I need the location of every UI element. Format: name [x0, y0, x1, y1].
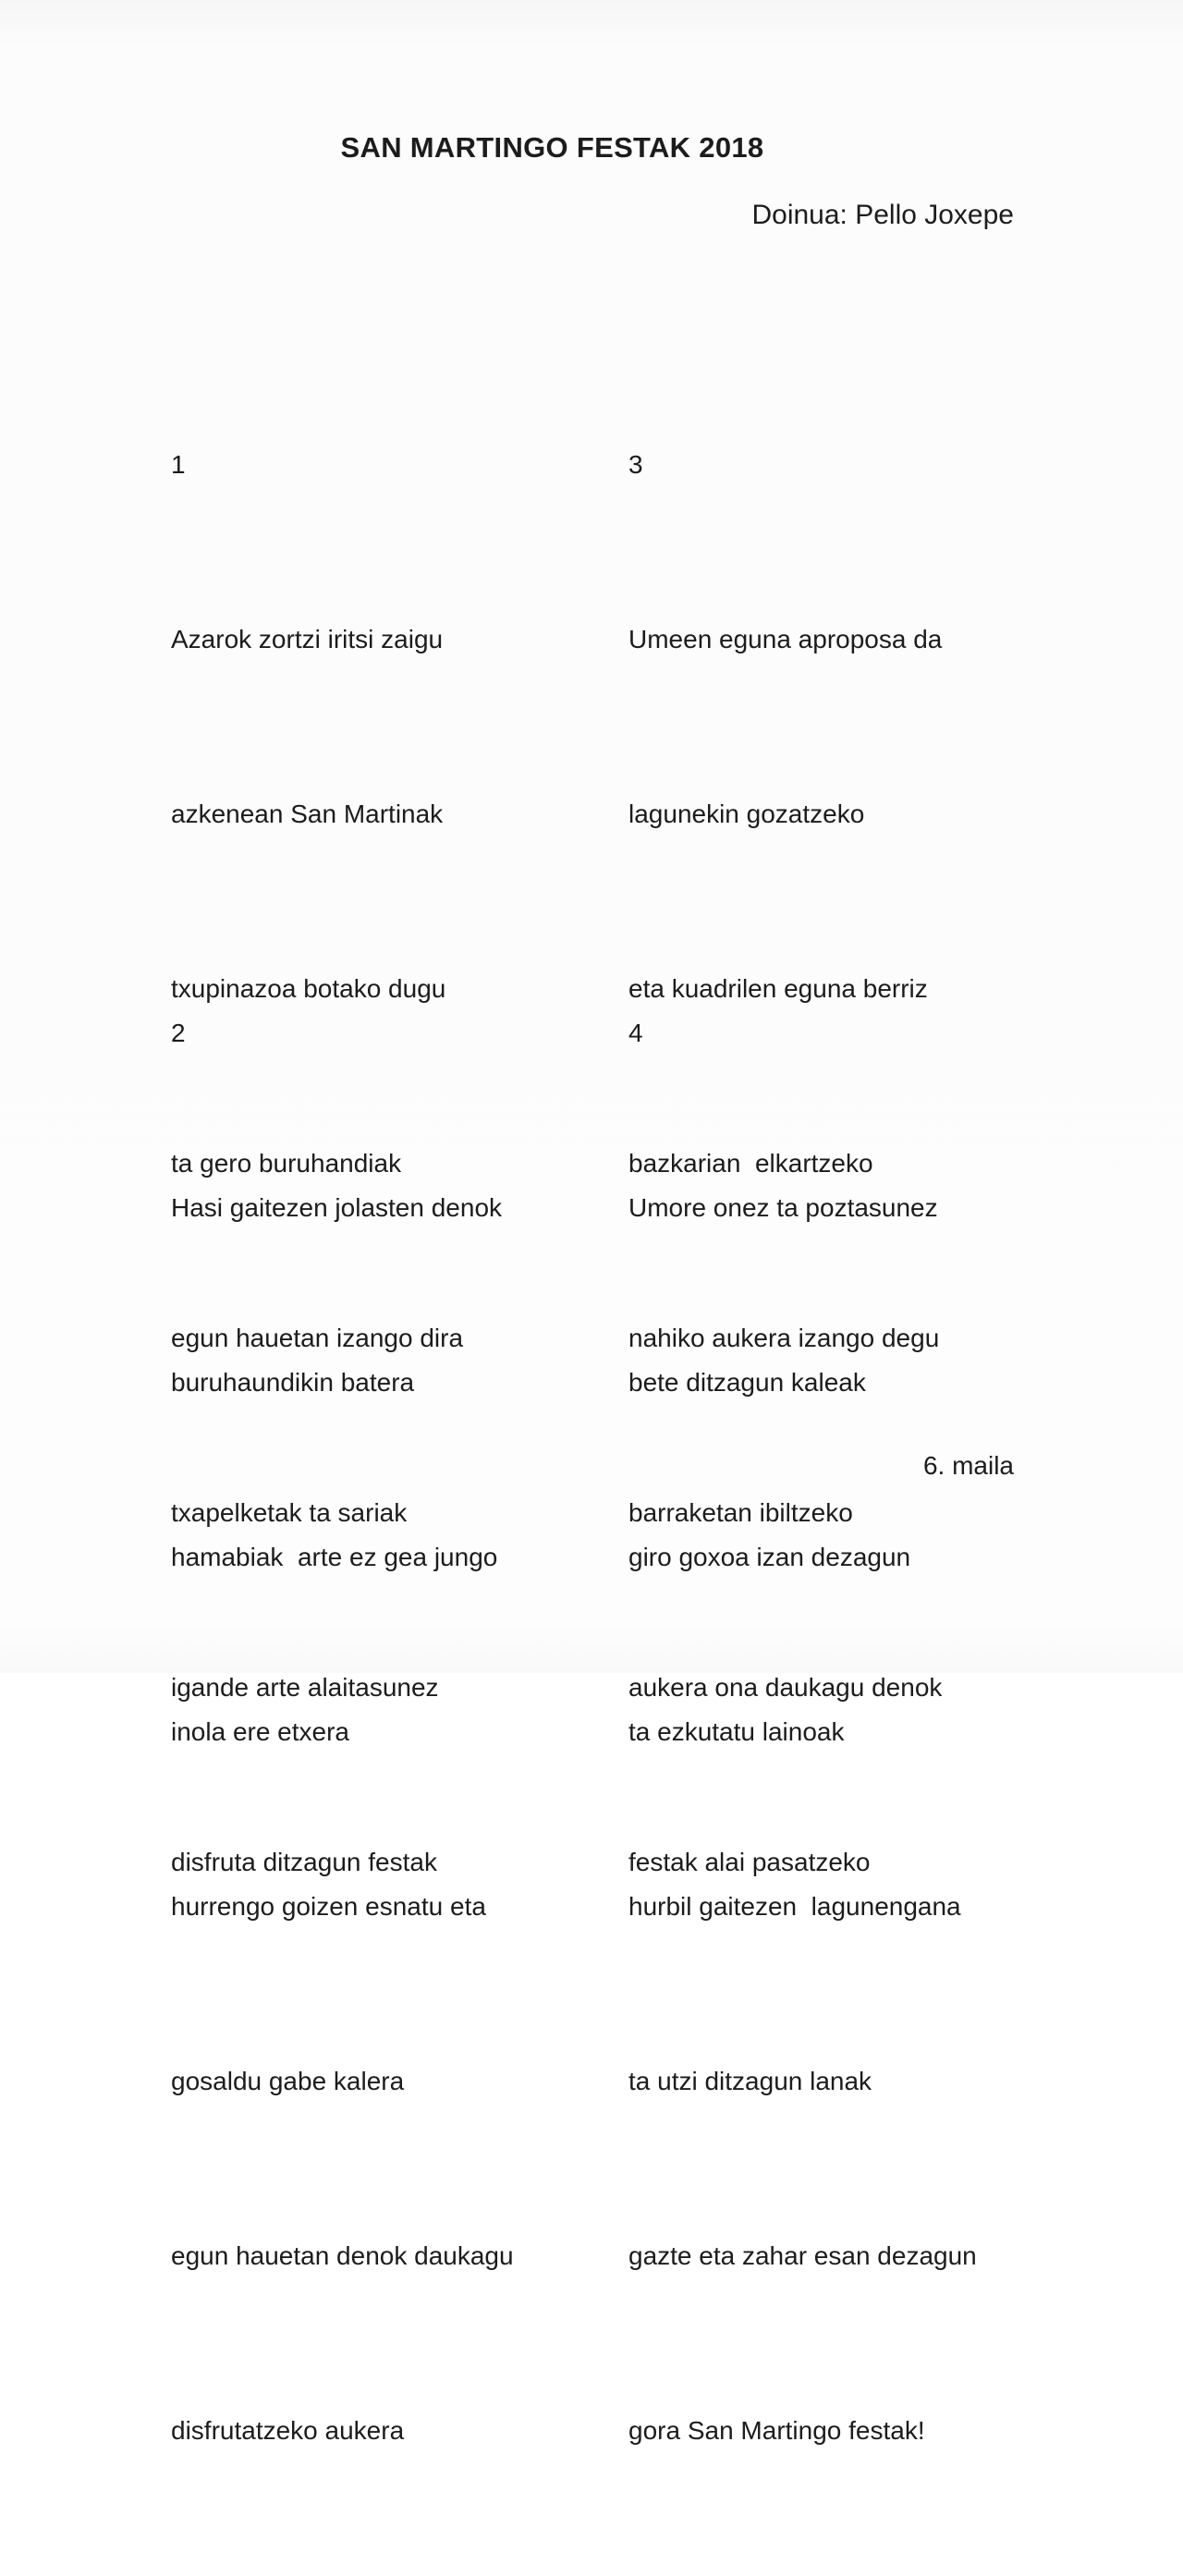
verse-line: gora San Martingo festak!	[628, 2416, 925, 2445]
tune-credit: Doinua: Pello Joxepe	[751, 200, 1014, 230]
verse-line: egun hauetan izango dira	[171, 1324, 464, 1352]
verse-line: hamabiak arte ez gea jungo	[171, 1543, 498, 1571]
verse-line: disfrutatzeko aukera	[171, 2416, 405, 2445]
verse-line: igande arte alaitasunez	[171, 1673, 439, 1702]
verse-line: gosaldu gabe kalera	[171, 2067, 405, 2095]
verse-line: hurrengo goizen esnatu eta	[171, 1892, 486, 1921]
verse-line: barraketan ibiltzeko	[628, 1498, 853, 1527]
verse-line: festak alai pasatzeko	[628, 1848, 871, 1876]
verse-line: ta utzi ditzagun lanak	[628, 2067, 872, 2095]
verse-line: nahiko aukera izango degu	[628, 1324, 940, 1352]
verse-4-number: 4	[628, 1019, 643, 1047]
verse-line: bazkarian elkartzeko	[628, 1149, 873, 1178]
verse-line: eta kuadrilen eguna berriz	[628, 974, 928, 1003]
verse-line: txupinazoa botako dugu	[171, 974, 446, 1003]
verse-1-number: 1	[171, 450, 186, 479]
verse-line: inola ere etxera	[171, 1717, 350, 1746]
verse-line: egun hauetan denok daukagu	[171, 2241, 514, 2270]
page-title: SAN MARTINGO FESTAK 2018	[340, 131, 764, 164]
verse-line: bete ditzagun kaleak	[628, 1368, 866, 1397]
verse-line: Hasi gaitezen jolasten denok	[171, 1193, 503, 1222]
verse-line: disfruta ditzagun festak	[171, 1848, 437, 1876]
verse-line: aukera ona daukagu denok	[628, 1673, 943, 1702]
grade-label: 6. maila	[922, 1451, 1014, 1480]
verse-2	[171, 887, 514, 2576]
verse-line: azkenean San Martinak	[171, 800, 444, 828]
verse-2-number: 2	[171, 1019, 186, 1047]
verse-line: hurbil gaitezen lagunengana	[628, 1892, 961, 1921]
verse-line: Azarok zortzi iritsi zaigu	[171, 625, 444, 653]
verse-line: txapelketak ta sariak	[171, 1498, 408, 1527]
verse-3-number: 3	[628, 450, 643, 479]
verse-line: gazte eta zahar esan dezagun	[628, 2241, 977, 2270]
verse-line: giro goxoa izan dezagun	[628, 1543, 911, 1571]
verse-line: buruhaundikin batera	[171, 1368, 415, 1397]
verse-4	[628, 887, 977, 2576]
verse-line: ta gero buruhandiak	[171, 1149, 402, 1178]
verse-line: Umore onez ta poztasunez	[628, 1193, 938, 1222]
verse-line: Umeen eguna aproposa da	[628, 625, 943, 653]
verse-line: lagunekin gozatzeko	[628, 800, 865, 828]
verse-line: ta ezkutatu lainoak	[628, 1717, 845, 1746]
